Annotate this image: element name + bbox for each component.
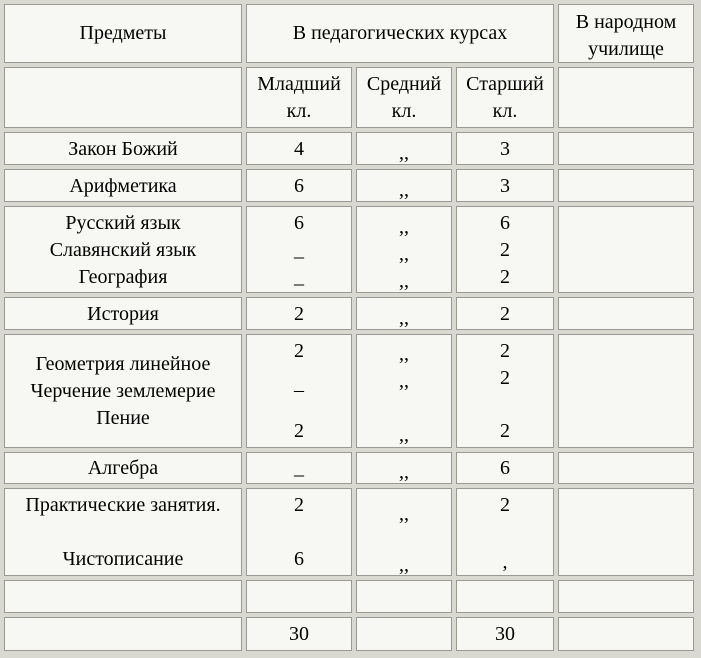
senior-value: 2 (500, 420, 510, 442)
ped-courses-header: В педагогических курсах (292, 22, 508, 44)
empty-cell (4, 67, 242, 128)
folk-school-cell (558, 169, 694, 202)
senior-value: , (502, 551, 508, 573)
subject-name: Практические занятия. (25, 494, 221, 516)
folk-school-header: В народном училище (575, 11, 677, 60)
subject-name: Алгебра (87, 457, 159, 479)
subject-cell (4, 488, 242, 576)
middle-value: ,, (399, 307, 409, 329)
subject-cell (4, 452, 242, 484)
middle-cell (356, 452, 452, 484)
middle-value: ,, (399, 343, 409, 365)
senior-value: 6 (500, 457, 510, 479)
senior-class-header: Старший кл. (466, 73, 544, 122)
subjects-header: Предметы (79, 22, 167, 44)
senior-value: 2 (500, 367, 510, 389)
middle-value: ,, (399, 142, 409, 164)
senior-value: 3 (500, 175, 510, 197)
senior-value: 2 (500, 303, 510, 325)
folk-school-cell (558, 452, 694, 484)
subject-name: Арифметика (69, 175, 177, 197)
subject-cell (4, 169, 242, 202)
senior-value: 2 (500, 239, 510, 261)
junior-value: _ (294, 266, 304, 288)
junior-value: _ (294, 457, 304, 479)
junior-value: 2 (294, 494, 304, 516)
senior-value: 6 (500, 212, 510, 234)
folk-school-cell (558, 206, 694, 293)
subject-cell (4, 206, 242, 293)
senior-total: 30 (495, 623, 515, 645)
middle-value: ,, (399, 216, 409, 238)
junior-value: 4 (294, 138, 304, 160)
middle-value: ,, (399, 424, 409, 446)
folk-school-cell (558, 297, 694, 330)
subject-name: Геометрия линейное (35, 353, 211, 375)
junior-value: 6 (294, 212, 304, 234)
subject-name: Русский язык (65, 212, 181, 234)
junior-value: – (294, 379, 304, 401)
empty-cell (558, 580, 694, 613)
senior-value: 2 (500, 340, 510, 362)
header-cell (356, 67, 452, 128)
senior-value: 2 (500, 494, 510, 516)
subject-name: Черчение землемерие (30, 380, 216, 402)
subject-name: Пение (96, 407, 150, 429)
junior-total-cell (246, 617, 352, 651)
junior-value: 2 (294, 303, 304, 325)
junior-cell (246, 334, 352, 448)
senior-cell (456, 206, 554, 293)
junior-value: 6 (294, 175, 304, 197)
header-cell (558, 4, 694, 63)
junior-cell (246, 206, 352, 293)
empty-cell (4, 580, 242, 613)
middle-cell (356, 132, 452, 165)
header-cell (246, 4, 554, 63)
empty-cell (456, 580, 554, 613)
subject-cell (4, 334, 242, 448)
middle-value: ,, (399, 243, 409, 265)
junior-cell (246, 488, 352, 576)
junior-cell (246, 132, 352, 165)
senior-value: 2 (500, 266, 510, 288)
junior-value: 6 (294, 548, 304, 570)
middle-class-header: Средний кл. (366, 73, 442, 122)
junior-value: _ (294, 239, 304, 261)
header-cell (246, 67, 352, 128)
middle-cell (356, 297, 452, 330)
junior-cell (246, 452, 352, 484)
junior-cell (246, 297, 352, 330)
total-label-cell (4, 617, 242, 651)
folk-school-cell (558, 488, 694, 576)
folk-school-cell (558, 334, 694, 448)
middle-cell (356, 206, 452, 293)
middle-value: ,, (399, 461, 409, 483)
junior-total: 30 (289, 623, 309, 645)
empty-cell (246, 580, 352, 613)
subject-cell (4, 297, 242, 330)
senior-cell (456, 334, 554, 448)
subject-name: География (78, 266, 168, 288)
junior-class-header: Младший кл. (257, 73, 341, 122)
folk-school-cell (558, 132, 694, 165)
senior-cell (456, 488, 554, 576)
subject-name: Чистописание (62, 548, 184, 570)
junior-value: 2 (294, 420, 304, 442)
junior-value: 2 (294, 340, 304, 362)
middle-value: ,, (399, 554, 409, 576)
middle-total-cell (356, 617, 452, 651)
subject-name: Закон Божий (68, 138, 178, 160)
middle-cell (356, 334, 452, 448)
middle-value: ,, (399, 370, 409, 392)
folk-school-total-cell (558, 617, 694, 651)
subject-name: История (87, 303, 159, 325)
empty-cell (558, 67, 694, 128)
subject-name: Славянский язык (49, 239, 197, 261)
middle-cell (356, 488, 452, 576)
senior-cell (456, 169, 554, 202)
senior-cell (456, 132, 554, 165)
senior-total-cell (456, 617, 554, 651)
senior-value: 3 (500, 138, 510, 160)
header-cell (456, 67, 554, 128)
junior-cell (246, 169, 352, 202)
middle-value: ,, (399, 179, 409, 201)
senior-cell (456, 452, 554, 484)
subject-cell (4, 132, 242, 165)
middle-value: ,, (399, 503, 409, 525)
senior-cell (456, 297, 554, 330)
middle-value: ,, (399, 270, 409, 292)
header-cell (4, 4, 242, 63)
middle-cell (356, 169, 452, 202)
empty-cell (356, 580, 452, 613)
